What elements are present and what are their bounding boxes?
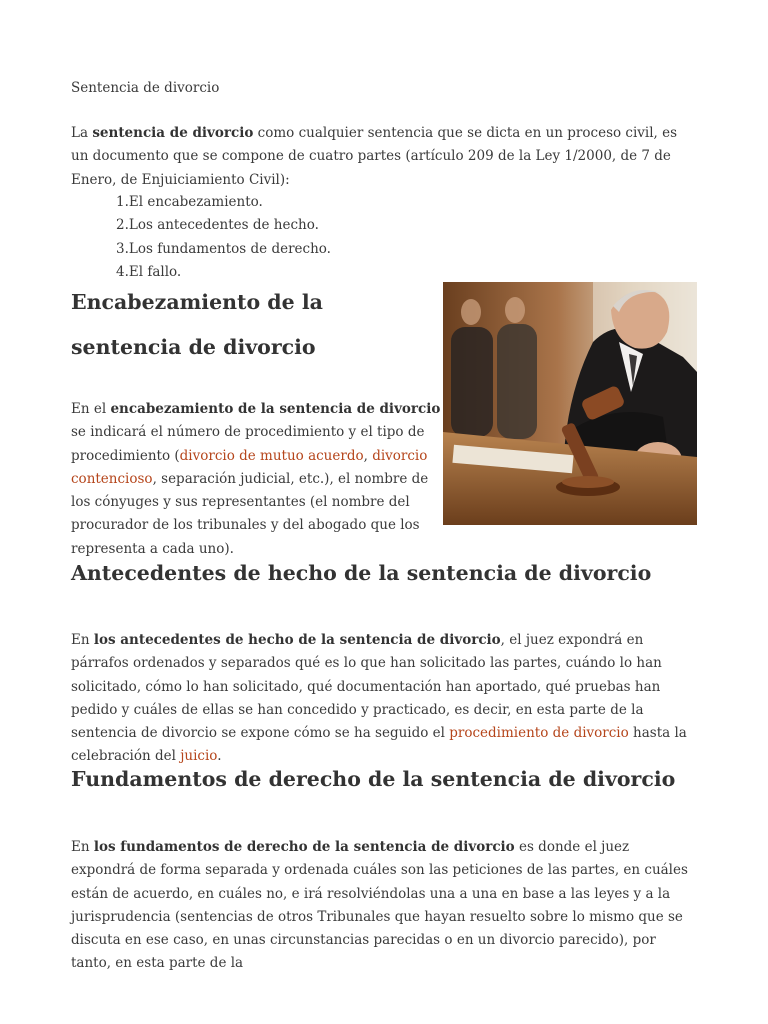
ant-bold: los antecedentes de hecho de la sentencia de divorcio [93,632,501,648]
fun-post: es donde el juez expondrá de forma separada y ordenada cuáles son las peticiones de las partes, en cuáles están de acuerdo, en cuáles no, e irá resolviéndolas una a una en base a las leyes y a la jurisprudencia (sentencias de otros Tribunales que hayan resuelto sobre lo mismo que se discuta en ese caso, en unas circunstancias parecidas o en un divorcio parecido), por tanto, en esta parte de la [71,839,688,972]
enc-mid: se indicará el número de procedimiento y el tipo de procedimiento ( [71,424,425,464]
link-procedimiento-divorcio[interactable]: procedimiento de divorcio [449,725,629,742]
intro-pre: La [71,125,93,141]
heading-encabezamiento: Encabezamiento de la sentencia de divorcio [71,290,323,359]
intro-bold: sentencia de divorcio [92,125,254,141]
enc-pre: En el [71,401,111,417]
list-item: 1.El encabezamiento. [116,194,263,210]
list-item: 2.Los antecedentes de hecho. [116,217,319,234]
intro-post: como cualquier sentencia que se dicta en un proceso civil, es un documento que se compone de cuatro partes (artículo 209 de la Ley 1/2000, de 7 de Enero, de Enjuiciamiento Civil): [71,125,678,188]
enc-post: , separación judicial, etc.), el nombre de los cónyuges y sus representantes (el nombre del procurador de los tribunales y del abogado que los representa a cada uno). [71,470,429,557]
ant-mid2: hasta la celebración del [71,725,687,765]
link-divorcio-mutuo-acuerdo[interactable]: divorcio de mutuo acuerdo [179,447,364,464]
ant-post: . [217,748,222,765]
document-title: Sentencia de divorcio [71,80,220,96]
link-divorcio-contencioso[interactable]: divorcio contencioso [71,447,428,487]
intro-paragraph [71,122,697,192]
judge-with-gavel-photo [443,282,697,525]
heading-fundamentos: Fundamentos de derecho de la sentencia de divorcio [71,767,676,791]
antecedentes-paragraph [71,629,697,769]
parts-list [116,191,331,284]
list-item: 4.El fallo. [116,263,182,280]
fun-bold: los fundamentos de derecho de la sentencia de divorcio [93,839,515,855]
fun-pre: En [71,839,94,855]
enc-sep: , [363,447,373,464]
link-juicio[interactable]: juicio [180,748,218,765]
ant-mid: , el juez expondrá en párrafos ordenados y separados qué es lo que han solicitado las partes, cuándo lo han solicitado, cómo lo han solicitado, qué documentación han aportado, qué pruebas han pedido y cuáles de ellas se han concedido y practicado, es decir, en esta parte de la sentencia de divorcio se expone cómo se ha seguido el [71,632,662,742]
list-item: 3.Los fundamentos de derecho. [116,240,331,257]
encabezamiento-paragraph [71,398,446,561]
ant-pre: En [71,632,94,648]
heading-antecedentes: Antecedentes de hecho de la sentencia de divorcio [71,561,652,585]
enc-bold: encabezamiento de la sentencia de divorcio [110,401,441,417]
fundamentos-paragraph [71,836,697,976]
